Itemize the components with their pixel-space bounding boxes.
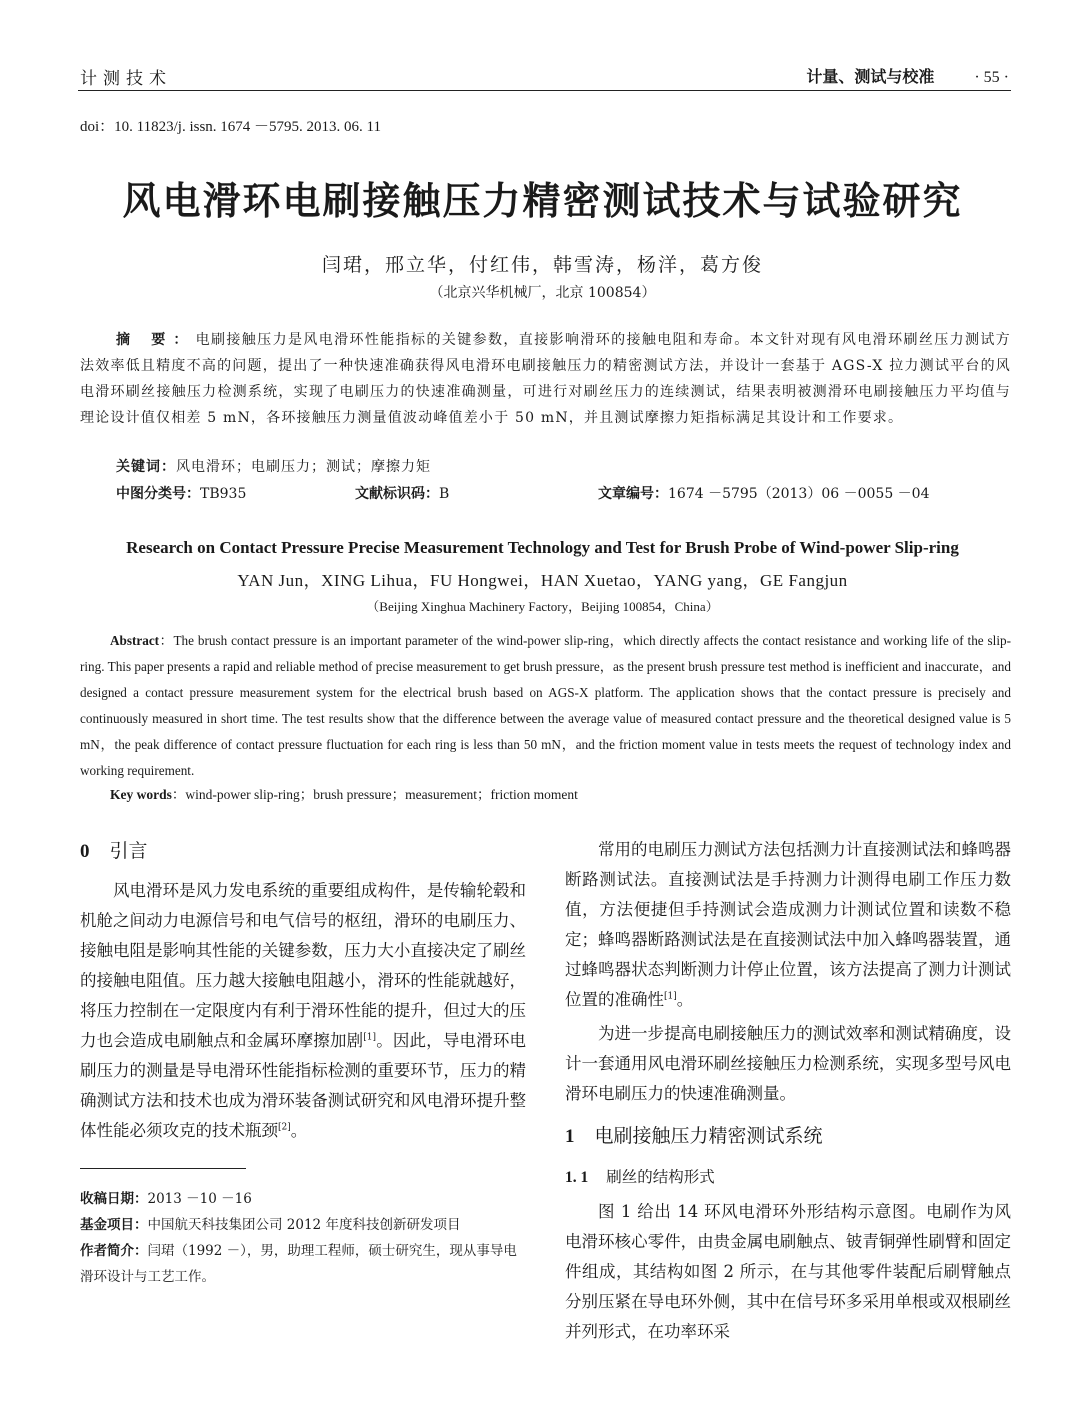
subsection-1-1-title: 刷丝的结构形式	[606, 1168, 715, 1186]
subsection-1-1-number: 1. 1	[565, 1169, 589, 1186]
abstract-zh-label: 摘 要：	[116, 332, 196, 348]
footnote-received	[80, 1186, 526, 1212]
page-number: · 55 ·	[974, 69, 1009, 86]
keywords-zh-label: 关键词：	[116, 459, 176, 475]
bio-text: 闫珺（1992 －），男，助理工程师，硕士研究生，现从事导电滑环设计与工艺工作。	[80, 1243, 517, 1285]
paper-title: 风电滑环电刷接触压力精密测试技术与试验研究	[122, 179, 963, 223]
fund-label: 基金项目：	[80, 1217, 148, 1233]
intro-p2-text: 常用的电刷压力测试方法包括测力计直接测试法和蜂鸣器断路测试法。直接测试法是手持测力计测得电刷工作压力数值，方法便捷但手持测试会造成测力计测试位置和读数不稳定；蜂鸣器断路测试法是在直接测试法中加入蜂鸣器装置，通过蜂鸣器状态判断测力计停止位置，该方法提高了测力计测试位置的准确性	[565, 840, 1011, 1009]
received-date: 2013 －10 －16	[147, 1191, 252, 1207]
running-header	[806, 64, 1009, 87]
left-column	[80, 876, 526, 1146]
article-number-value: 1674 －5795（2013）06 －0055 －04	[668, 486, 930, 502]
abstract-en-text: ：The brush contact pressure is an important parameter of the wind-power slip-ring，which directly affects the contact resistance and working life of the slip-ring. This paper presents a rapid and reliable method of precise measurement to get brush pressure，as the present brush pressure test method is inefficient and inaccurate，and designed a contact pressure measurement system for the electrical brush based on AGS-X platform. The application shows that the contact pressure is precisely and continuously measured in short time. The test results show that the difference between the average value of measured contact pressure and the theoretical designed value is 5 mN，the peak difference of contact pressure fluctuation for each ring is less than 50 mN，and the friction moment value in tests meets the request of technology index and working requirement.	[80, 633, 1011, 778]
clc-value: TB935	[200, 486, 247, 502]
intro-paragraph-2	[565, 835, 1011, 1015]
keywords-en-text: ：wind-power slip-ring；brush pressure；measurement；friction moment	[171, 787, 578, 802]
section-0-title: 引言	[109, 840, 148, 862]
citation-2: [2]	[278, 1122, 291, 1133]
doc-code-value: B	[439, 486, 450, 502]
section-1-paragraph: 图 1 给出 14 环风电滑环外形结构示意图。电刷作为风电滑环核心零件，由贵金属电刷触点、铍青铜弹性刷臂和固定件组成，其结构如图 2 所示，在与其他零件装配后刷臂触点分别压紧在导电环外侧，其中在信号环多采用单根或双根刷丝并列形式，在功率环采	[565, 1202, 1011, 1341]
bio-label: 作者简介：	[80, 1243, 148, 1259]
header-rule	[78, 90, 1011, 91]
doi: doi：10. 11823/j. issn. 1674 －5795. 2013. 06. 11	[80, 119, 381, 135]
affiliation-en: （Beijing Xinghua Machinery Factory，Beijing 100854，China）	[366, 599, 719, 614]
intro-paragraph-1	[80, 876, 526, 1146]
affiliation: （北京兴华机械厂，北京 100854）	[429, 285, 656, 301]
citation-1: [1]	[363, 1032, 377, 1043]
section-1-number: 1	[565, 1126, 575, 1147]
keywords-zh	[116, 456, 431, 476]
abstract-en	[80, 628, 1011, 784]
section-0-number: 0	[80, 841, 90, 862]
clc-label: 中图分类号：	[116, 486, 200, 502]
intro-p1-text: 风电滑环是风力发电系统的重要组成构件，是传输轮毂和机舱之间动力电源信号和电气信号的枢纽，滑环的电刷压力、接触电阻是影响其性能的关键参数，压力大小直接决定了刷丝的接触电阻值。压力越大接触电阻越小，滑环的性能就越好，将压力控制在一定限度内有利于滑环性能的提升，但过大的压力也会造成电刷触点和金属环摩擦加剧	[80, 881, 526, 1050]
intro-p1-end: 。	[290, 1121, 308, 1140]
section-name: 计量、测试与校准	[806, 67, 935, 86]
footnote-rule	[80, 1168, 246, 1169]
clc-number	[116, 483, 246, 503]
footnote-fund	[80, 1212, 526, 1238]
subsection-1-1-heading	[565, 1162, 1011, 1193]
document-code	[355, 483, 449, 503]
keywords-zh-text: 风电滑环；电刷压力；测试；摩擦力矩	[176, 459, 431, 475]
section-0-heading	[80, 836, 148, 863]
intro-p1b-text: 。因此，导电滑环电刷压力的测量是导电滑环性能指标检测的重要环节，压力的精确测试方法和技术也成为滑环装备测试研究和风电滑环提升整体性能必须攻克的技术瓶颈	[80, 1031, 527, 1140]
intro-paragraph-3: 为进一步提高电刷接触压力的测试效率和测试精确度，设计一套通用风电滑环刷丝接触压力检测系统，实现多型号风电滑环电刷压力的快速准确测量。	[565, 1024, 1011, 1103]
authors: 闫珺，邢立华，付红伟，韩雪涛，杨洋，葛方俊	[321, 254, 763, 276]
article-number	[598, 483, 930, 503]
right-column	[565, 835, 1011, 1347]
keywords-en	[110, 783, 578, 803]
section-1-title: 电刷接触压力精密测试系统	[594, 1125, 823, 1147]
abstract-en-label: Abstract	[110, 633, 160, 648]
journal-name: 计测技术	[80, 69, 172, 89]
fund-text: 中国航天科技集团公司 2012 年度科技创新研发项目	[147, 1217, 461, 1233]
intro-p2-end: 。	[676, 990, 694, 1009]
abstract-zh-text: 电刷接触压力是风电滑环性能指标的关键参数，直接影响滑环的接触电阻和寿命。本文针对现有风电滑环刷丝压力测试方法效率低且精度不高的问题，提出了一种快速准确获得风电滑环电刷接触压力的精密测试方法，并设计一套基于 AGS-X 拉力测试平台的风电滑环刷丝接触压力检测系统，实现了电刷压力的快速准确测量，可进行对刷丝压力的连续测试，结果表明被测滑环电刷接触压力平均值与理论设计值仅相差 5 mN，各环接触压力测量值波动峰值差小于 50 mN，并且测试摩擦力矩指标满足其设计和工作要求。	[80, 332, 1011, 426]
paper-title-en: Research on Contact Pressure Precise Measurement Technology and Test for Brush Probe of Wind-power Slip-ring	[126, 538, 959, 557]
footnote-bio	[80, 1238, 526, 1290]
received-label: 收稿日期：	[80, 1191, 148, 1207]
abstract-zh	[80, 327, 1011, 431]
doc-code-label: 文献标识码：	[355, 486, 439, 502]
citation-3: [1]	[664, 991, 677, 1002]
section-1-heading	[565, 1121, 1011, 1152]
keywords-en-label: Key words	[110, 787, 172, 802]
authors-en: YAN Jun，XING Lihua，FU Hongwei，HAN Xuetao，YANG yang，GE Fangjun	[237, 571, 848, 590]
article-number-label: 文章编号：	[598, 486, 668, 502]
